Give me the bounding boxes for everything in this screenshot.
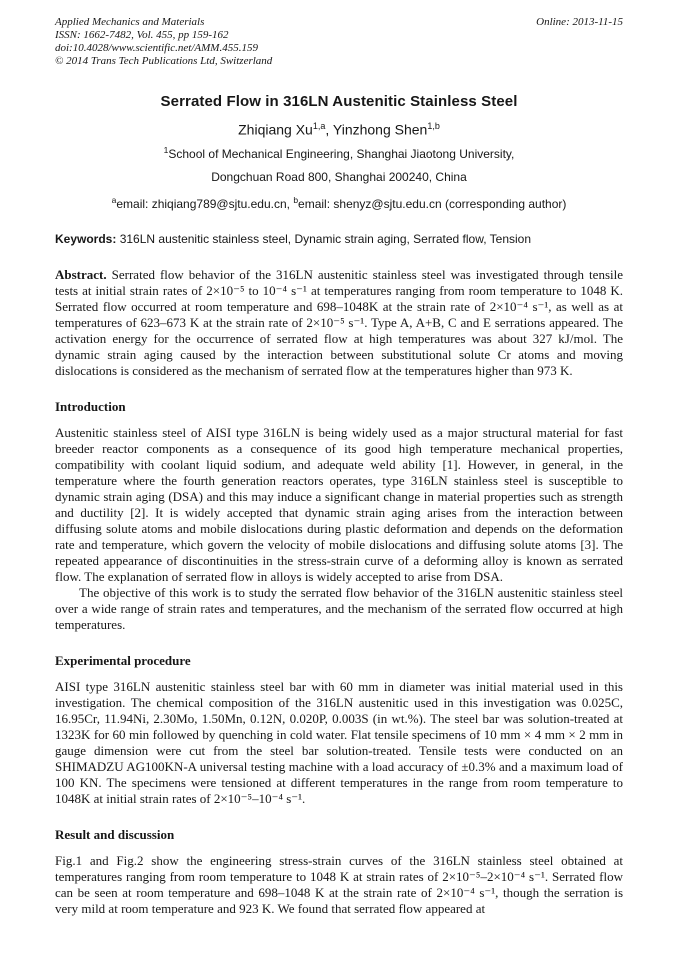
keywords-label: Keywords: (55, 231, 117, 246)
body-paragraph: Fig.1 and Fig.2 show the engineering stress-strain curves of the 316LN stainless steel obtained at temperatures ranging from room temperature to 1048 K at strain rates of 2×10⁻⁵–2×10⁻⁴ s⁻¹. Serrated flow can be seen at room temperature and 698–1048 K at the strain rate of 2×10⁻⁴ s⁻¹, though the serration is very mild at room temperature and 923 K. We found that serrated flow appeared at (55, 852, 623, 916)
authors-separator: , (325, 121, 333, 138)
abstract-text: Serrated flow behavior of the 316LN austenitic stainless steel was investigated through tensile tests at initial strain rates of 2×10⁻⁵ to 10⁻⁴ s⁻¹ at temperatures ranging from room temperature to 1048 K. Serrated flow occurred at room temperature and 698–1048K at the strain rate of 2×10⁻⁴ s⁻¹, as well as at temperatures of 623–673 K at the strain rate of 2×10⁻⁵ s⁻¹. Type A, A+B, C and E serrations appeared. The activation energy for the occurrence of serrated flow at high temperatures was about 327 kJ/mol. The dynamic strain aging caused by the interaction between substitutional solute Cr atoms and moving dislocations is considered as the mechanism of serrated flow at the temperatures higher than 973 K. (55, 266, 623, 378)
section-heading-experimental-procedure: Experimental procedure (55, 652, 191, 668)
journal-doi: doi:10.4028/www.scientific.net/AMM.455.159 (55, 42, 258, 54)
journal-issn-volume: ISSN: 1662-7482, Vol. 455, pp 159-162 (55, 29, 229, 41)
paper-title: Serrated Flow in 316LN Austenitic Stainless Steel (160, 93, 518, 110)
section-experimental-procedure (55, 653, 623, 807)
section-result-and-discussion (55, 827, 623, 917)
keywords-text: 316LN austenitic stainless steel, Dynamic strain aging, Serrated flow, Tension (116, 231, 532, 246)
section-introduction (55, 399, 623, 633)
body-paragraph: The objective of this work is to study the serrated flow behavior of the 316LN austenitic stainless steel over a wide range of strain rates and temperatures, and the mechanism of the serrated flow occurred at high temperatures. (55, 584, 623, 632)
section-body (55, 679, 623, 807)
body-paragraph: Austenitic stainless steel of AISI type 316LN is being widely used as a major structural material for fast breeder reactor components as a consequence of its good high temperature mechanical properties, compatibility with coolant liquid sodium, and adequate weld ability [1]. However, in general, in the temperature where the fourth generation reactors operates, type 316LN stainless steel is susceptible to dynamic strain aging (DSA) and this may induce a significant change in material properties such as strength and ductility [2]. It is widely accepted that dynamic strain aging arises from the interaction between diffusing solute atoms and mobile dislocations during plastic deformation and depends on the deformation rate and temperature, which govern the velocity of mobile dislocations and diffusing solute atoms [3]. The repeated appearance of discontinuities in the stress-strain curve of a deforming alloy is known as serrated flow. The explanation of serrated flow in alloys is widely accepted to arise from DSA. (55, 424, 623, 584)
section-heading-result-and-discussion: Result and discussion (55, 826, 175, 842)
abstract-paragraph (55, 267, 623, 379)
email-a-text: email: zhiqiang789@sjtu.edu.cn, (116, 196, 294, 211)
journal-name: Applied Mechanics and Materials (55, 16, 205, 28)
author1-name: Zhiqiang Xu (238, 121, 313, 138)
email-b-text: email: shenyz@sjtu.edu.cn (corresponding author) (298, 196, 567, 211)
online-date: Online: 2013-11-15 (536, 16, 623, 28)
author1-superscript: 1,a (312, 121, 326, 131)
section-body (55, 425, 623, 633)
affiliation-line-2: Dongchuan Road 800, Shanghai 200240, China (211, 169, 467, 184)
section-heading-introduction: Introduction (55, 398, 126, 414)
email-b-superscript: b (293, 194, 299, 205)
author2-superscript: 1,b (427, 121, 440, 131)
affiliation-superscript: 1 (163, 144, 169, 155)
section-body (55, 853, 623, 917)
emails-line (55, 189, 623, 216)
abstract-label: Abstract. (55, 266, 107, 282)
journal-copyright: © 2014 Trans Tech Publications Ltd, Switzerland (55, 55, 273, 67)
journal-header (55, 16, 623, 68)
author2-name: Yinzhong Shen (332, 121, 428, 138)
keywords-line (55, 232, 623, 247)
affiliation-text: School of Mechanical Engineering, Shanghai Jiaotong University, (168, 146, 515, 161)
body-paragraph: AISI type 316LN austenitic stainless steel bar with 60 mm in diameter was initial material used in this investigation. The chemical composition of the 316LN austenitic used in this investigation was 0.025C, 16.95Cr, 11.94Ni, 2.30Mo, 1.50Mn, 0.12N, 0.020P, 0.003S (in wt.%). The steel bar was solution-treated at 1323K for 60 min followed by quenching in cold water. Flat tensile specimens of 10 mm × 4 mm × 2 mm in gauge dimension were cut from the steel bar solution-treated. Tensile tests were conducted on an SHIMADZU AG100KN-A universal testing machine with a load accuracy of ±0.3% and a maximum load of 100 KN. The specimens were tensioned at different temperatures in the range from room temperature to 1048K at initial strain rates of 2×10⁻⁵–10⁻⁴ s⁻¹. (55, 678, 623, 806)
email-a-superscript: a (111, 194, 117, 205)
authors-line (55, 118, 623, 139)
affiliation-line-1 (55, 139, 623, 166)
journal-info-block (55, 16, 272, 68)
